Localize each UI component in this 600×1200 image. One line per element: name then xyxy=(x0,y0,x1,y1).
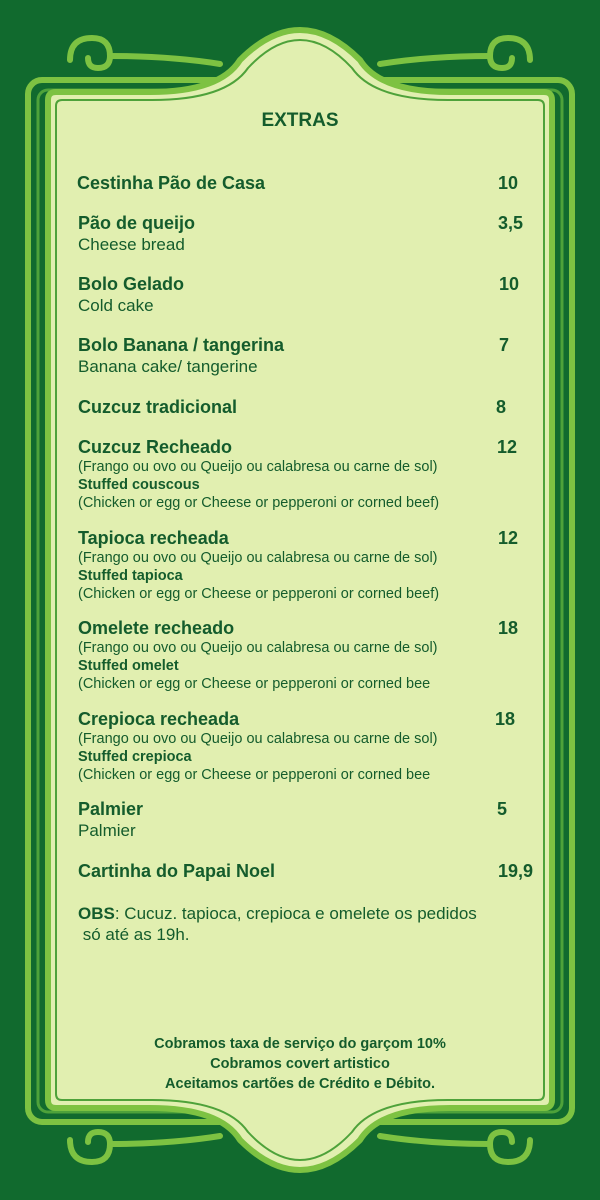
item-price: 12 xyxy=(497,437,518,457)
menu-item xyxy=(78,437,548,512)
item-description-pt: (Frango ou ovo ou Queijo ou calabresa ou carne de sol) xyxy=(78,550,438,566)
footer-notes xyxy=(0,1034,600,1094)
item-name: Bolo Gelado xyxy=(78,274,185,294)
item-price: 7 xyxy=(499,335,510,355)
item-name-en: Stuffed crepioca xyxy=(78,749,192,765)
item-subtitle: Palmier xyxy=(78,821,136,840)
item-price: 18 xyxy=(498,618,519,638)
obs-note xyxy=(78,903,548,945)
item-description-en: (Chicken or egg or Cheese or pepperoni or corned beef) xyxy=(78,586,440,602)
item-name-en: Stuffed tapioca xyxy=(78,568,183,584)
item-name-en: Stuffed omelet xyxy=(78,658,179,674)
menu-item xyxy=(78,213,548,255)
item-price: 18 xyxy=(495,709,516,729)
item-description-pt: (Frango ou ovo ou Queijo ou calabresa ou carne de sol) xyxy=(78,640,438,656)
item-description-en: (Chicken or egg or Cheese or pepperoni or corned beef) xyxy=(78,495,440,511)
menu-item xyxy=(78,709,548,784)
obs-label: OBS xyxy=(78,904,115,923)
menu-item xyxy=(78,335,548,377)
menu-item xyxy=(78,861,548,882)
item-description-pt: (Frango ou ovo ou Queijo ou calabresa ou carne de sol) xyxy=(78,731,438,747)
footer-payment-cards: Aceitamos cartões de Crédito e Débito. xyxy=(165,1076,435,1092)
menu-item xyxy=(78,397,548,418)
item-name: Tapioca recheada xyxy=(78,528,229,548)
menu-title: EXTRAS xyxy=(261,110,339,131)
item-name: Palmier xyxy=(78,799,144,819)
item-name: Cuzcuz Recheado xyxy=(78,437,233,457)
item-name: Cestinha Pão de Casa xyxy=(77,173,266,193)
item-name: Cartinha do Papai Noel xyxy=(78,861,276,881)
item-name: Bolo Banana / tangerina xyxy=(78,335,285,355)
menu-item xyxy=(78,618,548,693)
menu-item xyxy=(78,274,548,316)
menu-item xyxy=(78,799,548,841)
item-description-en: (Chicken or egg or Cheese or pepperoni or corned bee xyxy=(78,767,431,783)
obs-text-line1: : Cucuz. tapioca, crepioca e omelete os pedidos xyxy=(114,904,477,923)
footer-service-fee: Cobramos taxa de serviço do garçom 10% xyxy=(154,1036,446,1052)
item-name: Cuzcuz tradicional xyxy=(78,397,238,417)
menu-item xyxy=(78,528,548,603)
item-name: Pão de queijo xyxy=(78,213,196,233)
item-subtitle: Banana cake/ tangerine xyxy=(78,357,258,376)
footer-cover-charge: Cobramos covert artistico xyxy=(210,1056,390,1072)
item-price: 8 xyxy=(496,397,507,417)
obs-text-line2: só até as 19h. xyxy=(78,925,190,944)
menu-item xyxy=(77,173,547,194)
item-price: 3,5 xyxy=(498,213,524,233)
item-name: Crepioca recheada xyxy=(78,709,240,729)
item-name: Omelete recheado xyxy=(78,618,235,638)
item-description-pt: (Frango ou ovo ou Queijo ou calabresa ou carne de sol) xyxy=(78,459,438,475)
item-subtitle: Cheese bread xyxy=(78,235,185,254)
item-price: 19,9 xyxy=(498,861,534,881)
item-subtitle: Cold cake xyxy=(78,296,154,315)
item-description-en: (Chicken or egg or Cheese or pepperoni or corned bee xyxy=(78,676,431,692)
item-price: 12 xyxy=(498,528,519,548)
item-price: 10 xyxy=(499,274,520,294)
item-name-en: Stuffed couscous xyxy=(78,477,200,493)
item-price: 10 xyxy=(498,173,519,193)
item-price: 5 xyxy=(497,799,508,819)
